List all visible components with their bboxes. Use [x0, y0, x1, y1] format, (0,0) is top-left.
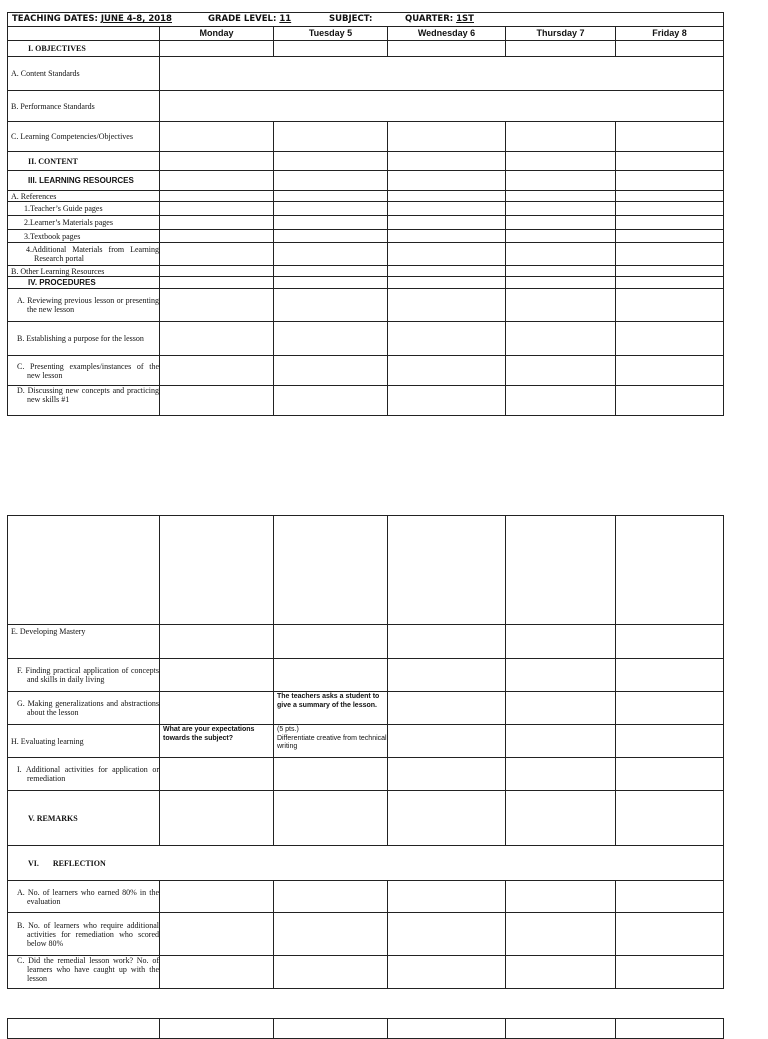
require-additional-label: B. No. of learners who require additional activities for remediation who scored below 80%	[8, 913, 160, 956]
tuesday-evaluation-note	[274, 725, 388, 758]
header-line	[8, 13, 724, 27]
content-standards-label: A. Content Standards	[8, 57, 160, 91]
learning-competencies-label: C. Learning Competencies/Objectives	[8, 122, 160, 152]
grade-level-label: GRADE LEVEL:	[208, 14, 277, 24]
monday-evaluation-text: What are your expectations towards the subject?	[163, 726, 255, 742]
day-header-friday: Friday 8	[616, 27, 724, 41]
remarks-heading: V. REMARKS	[8, 791, 160, 846]
lesson-plan-table-top	[7, 12, 724, 416]
lesson-plan-table-bottom	[7, 1018, 724, 1039]
making-generalizations-label: G. Making generalizations and abstractions about the lesson	[8, 692, 160, 725]
references-label: A. References	[8, 191, 160, 202]
tuesday-generalization-text: The teachers asks a student to give a summary of the lesson.	[277, 693, 380, 709]
evaluating-learning-label: H. Evaluating learning	[8, 725, 160, 758]
teaching-dates-value: JUNE 4-8, 2018	[100, 14, 172, 24]
day-header-wednesday: Wednesday 6	[388, 27, 506, 41]
teaching-dates-label: TEACHING DATES:	[12, 14, 98, 24]
performance-standards-cell	[160, 91, 724, 122]
monday-evaluation-note	[160, 725, 274, 758]
day-header-monday: Monday	[160, 27, 274, 41]
textbook-pages-label: 3.Textbook pages	[8, 230, 160, 243]
establishing-label: B. Establishing a purpose for the lesson	[8, 322, 160, 356]
additional-activities-label: I. Additional activities for application or remediation	[8, 758, 160, 791]
quarter-label: QUARTER:	[405, 14, 454, 24]
content-heading: II. CONTENT	[8, 152, 160, 171]
additional-materials-label: 4.Additional Materials from Learning Research portal	[8, 243, 160, 266]
continued-blank-label	[8, 516, 160, 625]
presenting-label: C. Presenting examples/instances of the new lesson	[8, 356, 160, 386]
teachers-guide-label: 1.Teacher’s Guide pages	[8, 202, 160, 216]
other-resources-label: B. Other Learning Resources	[8, 266, 160, 277]
learners-materials-label: 2.Learner’s Materials pages	[8, 216, 160, 230]
performance-standards-label: B. Performance Standards	[8, 91, 160, 122]
content-standards-cell	[160, 57, 724, 91]
empty-header-cell	[8, 27, 160, 41]
finding-application-label: F. Finding practical application of concepts and skills in daily living	[8, 659, 160, 692]
discussing-label: D. Discussing new concepts and practicing new skills #1	[8, 386, 160, 416]
remedial-work-label: C. Did the remedial lesson work? No. of learners who have caught up with the lesson	[8, 956, 160, 989]
earned-80-label: A. No. of learners who earned 80% in the evaluation	[8, 881, 160, 913]
tuesday-evaluation-text: Differentiate creative from technical writing	[277, 734, 387, 750]
lesson-plan-table-middle	[7, 515, 724, 989]
day-header-thursday: Thursday 7	[506, 27, 616, 41]
reviewing-label: A. Reviewing previous lesson or presenting the new lesson	[8, 289, 160, 322]
tuesday-generalization-note	[274, 692, 388, 725]
grade-level-value: 11	[279, 14, 292, 24]
developing-mastery-label: E. Developing Mastery	[8, 625, 160, 659]
objectives-heading: I. OBJECTIVES	[8, 41, 160, 57]
day-header-tuesday: Tuesday 5	[274, 27, 388, 41]
learning-resources-heading: III. LEARNING RESOURCES	[8, 171, 160, 191]
subject-label: SUBJECT:	[329, 14, 373, 24]
quarter-value: 1ST	[456, 14, 474, 24]
reflection-heading: VI. REFLECTION	[8, 846, 724, 881]
tuesday-points-text: (5 pts.)	[277, 726, 299, 733]
procedures-heading: IV. PROCEDURES	[8, 277, 160, 289]
